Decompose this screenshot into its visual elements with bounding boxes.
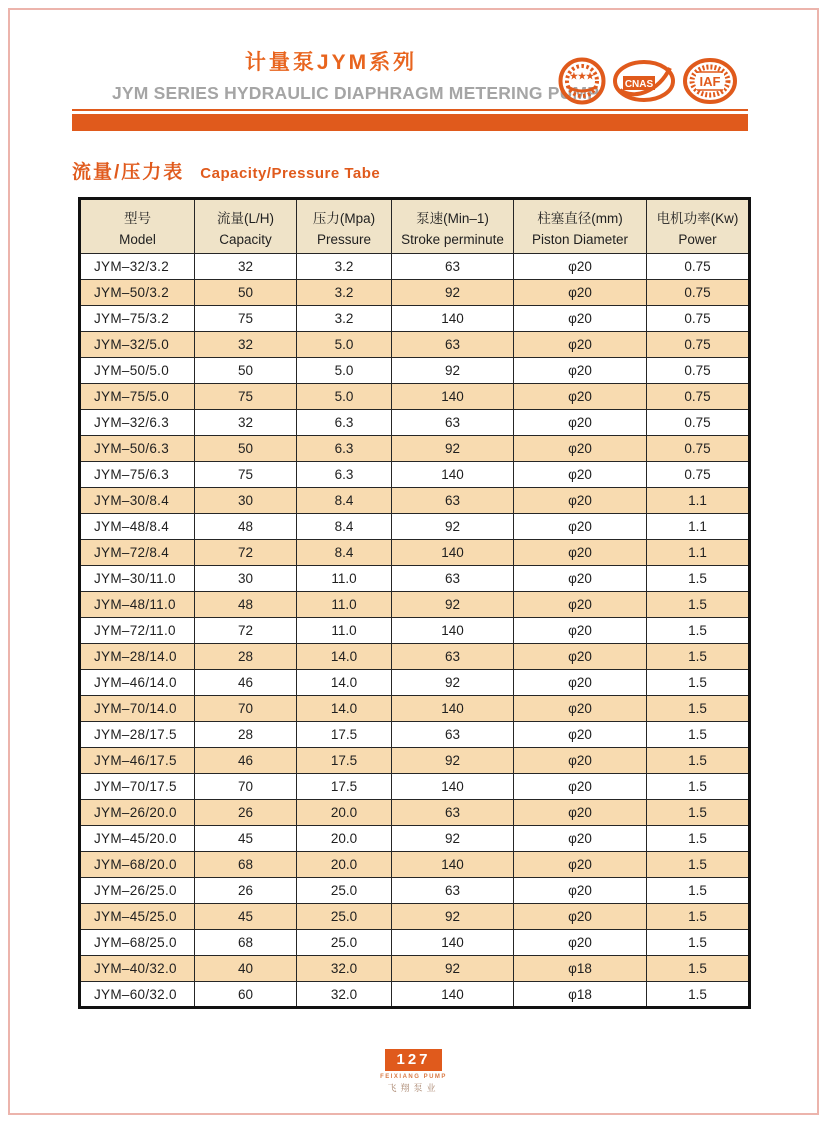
cell-stroke-per-minute: 92 [392,436,514,462]
cell-capacity: 75 [195,462,297,488]
cell-stroke-per-minute: 63 [392,644,514,670]
cell-piston-diameter: φ20 [514,618,647,644]
cell-pressure: 5.0 [297,358,392,384]
cell-pressure: 14.0 [297,644,392,670]
cell-model: JYM–26/20.0 [80,800,195,826]
cell-model: JYM–30/11.0 [80,566,195,592]
cell-piston-diameter: φ18 [514,956,647,982]
table-row [80,774,750,800]
cell-capacity: 75 [195,306,297,332]
cell-model: JYM–48/11.0 [80,592,195,618]
cell-capacity: 72 [195,618,297,644]
cell-power: 1.5 [647,592,750,618]
cell-model: JYM–46/17.5 [80,748,195,774]
cell-power: 1.1 [647,514,750,540]
column-header-pressure: 压力(Mpa) Pressure [297,199,392,254]
cell-model: JYM–32/5.0 [80,332,195,358]
cell-model: JYM–32/6.3 [80,410,195,436]
spec-table-head [80,199,750,254]
table-row [80,722,750,748]
brand-name-chinese: 飞翔泵业 [387,1083,440,1093]
table-row [80,410,750,436]
cell-pressure: 11.0 [297,566,392,592]
cell-piston-diameter: φ20 [514,774,647,800]
cell-piston-diameter: φ20 [514,410,647,436]
cell-piston-diameter: φ20 [514,904,647,930]
cell-capacity: 46 [195,670,297,696]
table-row [80,618,750,644]
table-row [80,592,750,618]
cell-stroke-per-minute: 140 [392,306,514,332]
table-row [80,514,750,540]
cell-power: 1.5 [647,566,750,592]
cell-pressure: 17.5 [297,748,392,774]
cell-stroke-per-minute: 63 [392,722,514,748]
cell-pressure: 5.0 [297,332,392,358]
cell-power: 1.5 [647,670,750,696]
cell-power: 1.1 [647,488,750,514]
cell-capacity: 50 [195,280,297,306]
cell-model: JYM–28/14.0 [80,644,195,670]
table-row [80,852,750,878]
cell-piston-diameter: φ20 [514,358,647,384]
cell-piston-diameter: φ20 [514,514,647,540]
cell-power: 0.75 [647,280,750,306]
cell-pressure: 6.3 [297,436,392,462]
cell-pressure: 11.0 [297,592,392,618]
cell-stroke-per-minute: 140 [392,618,514,644]
cell-capacity: 72 [195,540,297,566]
column-header-capacity: 流量(L/H) Capacity [195,199,297,254]
cell-pressure: 20.0 [297,826,392,852]
cell-model: JYM–30/8.4 [80,488,195,514]
cell-stroke-per-minute: 63 [392,254,514,280]
cell-stroke-per-minute: 63 [392,566,514,592]
cell-power: 0.75 [647,332,750,358]
cell-pressure: 32.0 [297,982,392,1008]
cell-piston-diameter: φ20 [514,540,647,566]
table-row [80,878,750,904]
cell-model: JYM–32/3.2 [80,254,195,280]
cell-model: JYM–60/32.0 [80,982,195,1008]
cell-power: 1.5 [647,956,750,982]
cell-stroke-per-minute: 92 [392,826,514,852]
cell-piston-diameter: φ18 [514,982,647,1008]
page-title-chinese: 计量泵JYM系列 [244,51,418,74]
table-row [80,644,750,670]
cell-stroke-per-minute: 140 [392,982,514,1008]
cell-capacity: 68 [195,930,297,956]
cell-capacity: 28 [195,644,297,670]
table-row [80,254,750,280]
svg-text:★★★: ★★★ [569,71,595,81]
cell-stroke-per-minute: 140 [392,774,514,800]
cell-power: 1.5 [647,982,750,1008]
cell-power: 0.75 [647,358,750,384]
cell-pressure: 17.5 [297,722,392,748]
cell-model: JYM–46/14.0 [80,670,195,696]
table-row [80,982,750,1008]
cell-capacity: 50 [195,358,297,384]
header-row [80,199,750,254]
cell-power: 1.5 [647,852,750,878]
cell-stroke-per-minute: 63 [392,332,514,358]
table-row [80,904,750,930]
cell-stroke-per-minute: 140 [392,540,514,566]
table-row [80,956,750,982]
cell-stroke-per-minute: 63 [392,488,514,514]
orange-rule-thin [72,109,748,111]
cell-model: JYM–26/25.0 [80,878,195,904]
cell-model: JYM–50/6.3 [80,436,195,462]
spec-table [78,197,751,1009]
cell-pressure: 17.5 [297,774,392,800]
cell-power: 1.5 [647,618,750,644]
cell-capacity: 40 [195,956,297,982]
cell-stroke-per-minute: 92 [392,748,514,774]
cell-model: JYM–72/8.4 [80,540,195,566]
cell-piston-diameter: φ20 [514,254,647,280]
cell-pressure: 8.4 [297,514,392,540]
table-row [80,358,750,384]
cell-power: 1.5 [647,800,750,826]
page-title-english: JYM SERIES HYDRAULIC DIAPHRAGM METERING PUMP [112,83,600,103]
table-row [80,696,750,722]
cell-stroke-per-minute: 92 [392,904,514,930]
section-title-english: Capacity/Pressure Tabe [200,165,381,182]
cell-piston-diameter: φ20 [514,826,647,852]
table-row [80,306,750,332]
cell-capacity: 30 [195,566,297,592]
cell-pressure: 25.0 [297,878,392,904]
cell-pressure: 32.0 [297,956,392,982]
cell-capacity: 70 [195,774,297,800]
certification-logos [558,57,738,110]
cell-pressure: 20.0 [297,852,392,878]
cell-power: 1.5 [647,774,750,800]
cell-model: JYM–68/25.0 [80,930,195,956]
cell-stroke-per-minute: 92 [392,592,514,618]
cell-power: 1.5 [647,904,750,930]
cell-pressure: 6.3 [297,462,392,488]
cell-piston-diameter: φ20 [514,722,647,748]
cell-pressure: 25.0 [297,930,392,956]
cell-piston-diameter: φ20 [514,384,647,410]
table-row [80,384,750,410]
svg-text:IAF: IAF [699,74,721,89]
table-row [80,332,750,358]
page-footer [0,1049,827,1094]
cell-piston-diameter: φ20 [514,852,647,878]
cell-pressure: 6.3 [297,410,392,436]
cell-piston-diameter: φ20 [514,436,647,462]
table-row [80,748,750,774]
cell-capacity: 70 [195,696,297,722]
cell-power: 1.5 [647,878,750,904]
cell-pressure: 8.4 [297,488,392,514]
iaf-logo-icon [682,57,738,110]
cell-model: JYM–68/20.0 [80,852,195,878]
cell-pressure: 8.4 [297,540,392,566]
section-title [72,157,380,184]
table-row [80,670,750,696]
table-row [80,800,750,826]
cell-pressure: 14.0 [297,696,392,722]
cell-capacity: 32 [195,410,297,436]
cell-stroke-per-minute: 92 [392,956,514,982]
cell-stroke-per-minute: 92 [392,670,514,696]
cell-model: JYM–72/11.0 [80,618,195,644]
cell-capacity: 46 [195,748,297,774]
cell-capacity: 48 [195,514,297,540]
table-row [80,826,750,852]
cell-model: JYM–45/25.0 [80,904,195,930]
column-header-power: 电机功率(Kw) Power [647,199,750,254]
column-header-model: 型号 Model [80,199,195,254]
cell-capacity: 28 [195,722,297,748]
table-row [80,462,750,488]
cell-stroke-per-minute: 63 [392,878,514,904]
cell-power: 1.5 [647,930,750,956]
cnas-logo-icon [612,58,676,109]
cell-power: 0.75 [647,410,750,436]
cell-stroke-per-minute: 140 [392,930,514,956]
cell-piston-diameter: φ20 [514,488,647,514]
cell-power: 1.1 [647,540,750,566]
cell-stroke-per-minute: 92 [392,280,514,306]
cell-model: JYM–45/20.0 [80,826,195,852]
table-row [80,436,750,462]
cell-stroke-per-minute: 140 [392,696,514,722]
table-row [80,540,750,566]
cell-model: JYM–75/6.3 [80,462,195,488]
cell-model: JYM–50/5.0 [80,358,195,384]
cell-stroke-per-minute: 63 [392,800,514,826]
cell-model: JYM–28/17.5 [80,722,195,748]
cell-capacity: 32 [195,254,297,280]
cell-capacity: 45 [195,904,297,930]
cell-power: 1.5 [647,644,750,670]
certification-seal-icon [558,57,606,110]
cell-capacity: 48 [195,592,297,618]
cell-piston-diameter: φ20 [514,696,647,722]
cell-capacity: 45 [195,826,297,852]
cell-pressure: 3.2 [297,254,392,280]
page-header [112,46,600,104]
cell-capacity: 26 [195,878,297,904]
cell-pressure: 5.0 [297,384,392,410]
cell-pressure: 3.2 [297,280,392,306]
cell-pressure: 25.0 [297,904,392,930]
cell-capacity: 60 [195,982,297,1008]
cell-power: 1.5 [647,826,750,852]
cell-piston-diameter: φ20 [514,332,647,358]
svg-text:CNAS: CNAS [624,79,654,90]
cell-model: JYM–75/3.2 [80,306,195,332]
cell-capacity: 26 [195,800,297,826]
table-row [80,488,750,514]
cell-model: JYM–50/3.2 [80,280,195,306]
orange-rule-thick [72,114,748,131]
cell-model: JYM–70/17.5 [80,774,195,800]
cell-piston-diameter: φ20 [514,306,647,332]
cell-pressure: 11.0 [297,618,392,644]
cell-piston-diameter: φ20 [514,280,647,306]
cell-piston-diameter: φ20 [514,462,647,488]
cell-power: 0.75 [647,384,750,410]
cell-model: JYM–48/8.4 [80,514,195,540]
column-header-piston-diameter: 柱塞直径(mm) Piston Diameter [514,199,647,254]
cell-capacity: 75 [195,384,297,410]
cell-power: 0.75 [647,306,750,332]
cell-pressure: 14.0 [297,670,392,696]
cell-stroke-per-minute: 92 [392,514,514,540]
page-number: 127 [385,1049,441,1071]
cell-stroke-per-minute: 140 [392,462,514,488]
spec-table-body [80,254,750,1008]
cell-stroke-per-minute: 140 [392,852,514,878]
cell-pressure: 3.2 [297,306,392,332]
table-row [80,566,750,592]
cell-piston-diameter: φ20 [514,930,647,956]
cell-piston-diameter: φ20 [514,800,647,826]
cell-power: 0.75 [647,254,750,280]
cell-stroke-per-minute: 63 [392,410,514,436]
cell-capacity: 32 [195,332,297,358]
table-row [80,280,750,306]
cell-stroke-per-minute: 92 [392,358,514,384]
cell-model: JYM–75/5.0 [80,384,195,410]
table-row [80,930,750,956]
cell-piston-diameter: φ20 [514,644,647,670]
column-header-stroke-per-minute: 泵速(Min–1) Stroke perminute [392,199,514,254]
cell-power: 1.5 [647,748,750,774]
cell-model: JYM–40/32.0 [80,956,195,982]
cell-capacity: 50 [195,436,297,462]
cell-piston-diameter: φ20 [514,670,647,696]
section-title-chinese: 流量/压力表 [72,162,185,183]
cell-power: 1.5 [647,722,750,748]
cell-model: JYM–70/14.0 [80,696,195,722]
cell-piston-diameter: φ20 [514,592,647,618]
brand-name-english: FEIXIANG PUMP [380,1074,447,1080]
cell-piston-diameter: φ20 [514,878,647,904]
cell-power: 0.75 [647,462,750,488]
cell-power: 0.75 [647,436,750,462]
cell-capacity: 68 [195,852,297,878]
cell-capacity: 30 [195,488,297,514]
cell-power: 1.5 [647,696,750,722]
cell-piston-diameter: φ20 [514,566,647,592]
cell-stroke-per-minute: 140 [392,384,514,410]
cell-piston-diameter: φ20 [514,748,647,774]
cell-pressure: 20.0 [297,800,392,826]
